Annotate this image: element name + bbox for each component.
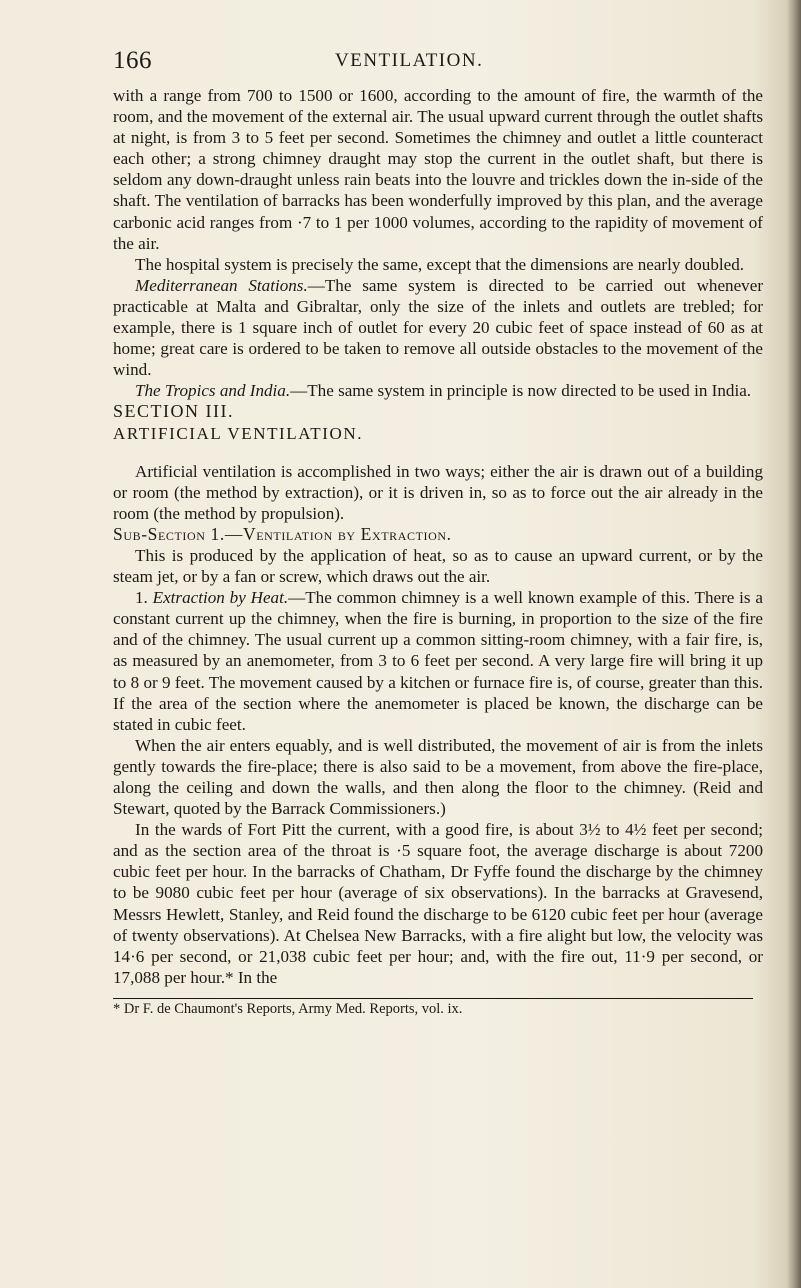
paragraph-extraction-intro: This is produced by the application of heat, so as to cause an upward current, or by the steam jet, or by a fan or screw, which draws out the air. — [113, 545, 763, 587]
paragraph-text: —The same system is directed to be carried out whenever practicable at Malta and Gibraltar, only the size of the inlets and outlets are trebled; for example, there is 1 square inch of outlet for every 20 cubic feet of space instead of 60 as at home; great care is ordered to be taken to remove all outside obstacles to the movement of the wind. — [113, 275, 764, 380]
page-body — [113, 85, 763, 1020]
paragraph-hospital-system: The hospital system is precisely the same, except that the dimensions are nearly doubled. — [135, 254, 745, 274]
subsection-heading: Sub-Section 1.—Ventilation by Extraction. — [113, 523, 452, 544]
page-number: 166 — [113, 47, 152, 74]
paragraph-continued: with a range from 700 to 1500 or 1600, according to the amount of fire, the warmth of the room, and the movement of the external air. The usual upward current through the outlet shafts at night, is from 3 to 5 feet per second. Sometimes the chimney and outlet a little counteract each other; a strong chimney draught may stop the current in the outlet shaft, but there is seldom any down-draught unless rain beats into the louvre and trickles down the in-side of the shaft. The ventilation of barracks has been wonderfully improved by this plan, and the average carbonic acid ranges from ·7 to 1 per 1000 volumes, according to the rapidity of movement of the air. — [113, 86, 763, 253]
item-number: 1. — [135, 588, 153, 608]
paragraph-extraction-by-heat — [113, 587, 763, 735]
run-in-heading: Mediterranean Stations. — [135, 275, 308, 295]
paragraph-text: —The common chimney is a well known example of this. There is a constant current up the chimney, when the fire is burning, in proportion to the size of the fire and of the chimney. The usual current up a common sitting-room chimney, with a fair fire, is, as measured by an anemometer, from 3 to 6 feet per second. A very large fire will bring it up to 8 or 9 feet. The movement caused by a kitchen or furnace fire is, of course, greater than this. If the area of the section where the anemometer is placed be known, the discharge can be stated in cubic feet. — [113, 588, 763, 734]
footnote: * Dr F. de Chaumont's Reports, Army Med. Reports, vol. ix. — [113, 1000, 463, 1017]
paragraph-text: —The same system in principle is now directed to be used in India. — [290, 381, 752, 401]
paragraph-air-movement: When the air enters equably, and is well distributed, the movement of air is from the inlets gently towards the fire-place; there is also said to be a movement, from above the fire-place, along the ceiling and down the walls, and then along the floor to the chimney. (Reid and Stewart, quoted by the Barrack Commissioners.) — [113, 735, 763, 819]
page-edge-shadow — [787, 0, 801, 1288]
run-in-heading: The Tropics and India. — [135, 381, 291, 401]
chapter-heading: ARTIFICIAL VENTILATION. — [113, 423, 364, 443]
run-in-heading: Extraction by Heat. — [152, 588, 289, 608]
paragraph-artificial-ventilation: Artificial ventilation is accomplished in two ways; either the air is drawn out of a building or room (the method by extraction), or it is driven in, so as to force out the air already in the room (the method by propulsion). — [113, 461, 763, 523]
running-title: VENTILATION. — [335, 50, 484, 71]
paragraph-fort-pitt: In the wards of Fort Pitt the current, with a good fire, is about 3½ to 4½ feet per second; and as the section area of the throat is ·5 square foot, the average discharge is about 7200 cubic feet per hour. In the barracks of Chatham, Dr Fyffe found the discharge by the chimney to be 9080 cubic feet per hour (average of six observations). In the barracks at Gravesend, Messrs Hewlett, Stanley, and Reid found the discharge to be 6120 cubic feet per hour (average of twenty observations). At Chelsea New Barracks, with a fire alight but low, the velocity was 14·6 per second, or 21,038 cubic feet per hour; and, with the fire out, 11·9 per second, or 17,088 per hour.* In the — [113, 820, 763, 987]
page-header — [113, 47, 763, 77]
paragraph-tropics — [113, 380, 763, 401]
section-heading: SECTION III. — [113, 401, 234, 422]
paragraph-mediterranean — [113, 275, 763, 380]
